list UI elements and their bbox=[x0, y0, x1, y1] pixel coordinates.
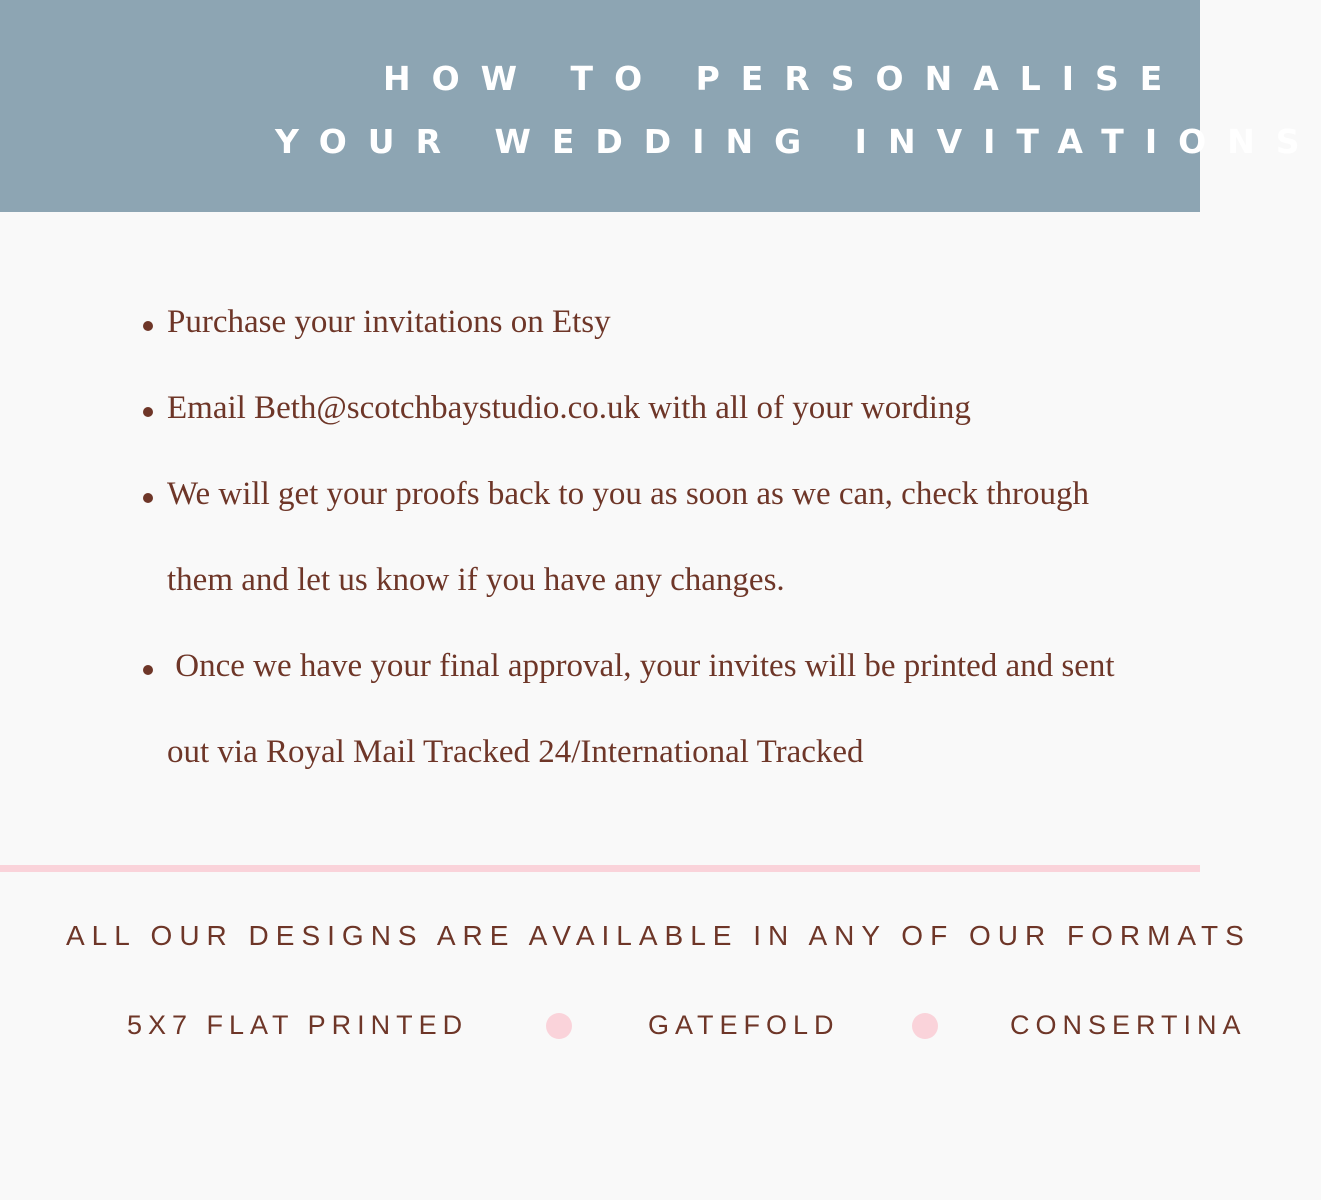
bullet-icon bbox=[143, 665, 153, 675]
step-text-continuation: out via Royal Mail Tracked 24/International Tracked bbox=[167, 734, 864, 770]
step-text: We will get your proofs back to you as soon as we can, check through bbox=[167, 476, 1090, 512]
bullet-icon bbox=[143, 407, 153, 417]
format-consertina: CONSERTINA bbox=[1010, 1010, 1247, 1040]
separator-dot-icon bbox=[912, 1013, 938, 1039]
header-title-line-1: HOW TO PERSONALISE bbox=[383, 59, 1184, 98]
step-text-continuation: them and let us know if you have any changes. bbox=[167, 562, 785, 598]
format-gatefold: GATEFOLD bbox=[648, 1010, 840, 1040]
format-flat-printed: 5X7 FLAT PRINTED bbox=[127, 1010, 469, 1040]
step-text: Purchase your invitations on Etsy bbox=[167, 304, 611, 340]
step-text: Email Beth@scotchbaystudio.co.uk with all of your wording bbox=[167, 390, 971, 426]
bullet-icon bbox=[143, 321, 153, 331]
section-divider bbox=[0, 865, 1200, 872]
formats-heading: ALL OUR DESIGNS ARE AVAILABLE IN ANY OF OUR FORMATS bbox=[66, 920, 1251, 951]
separator-dot-icon bbox=[546, 1013, 572, 1039]
bullet-icon bbox=[143, 493, 153, 503]
header-title-line-2: YOUR WEDDING INVITATIONS bbox=[275, 122, 1321, 161]
step-text: Once we have your final approval, your invites will be printed and sent bbox=[167, 648, 1115, 684]
